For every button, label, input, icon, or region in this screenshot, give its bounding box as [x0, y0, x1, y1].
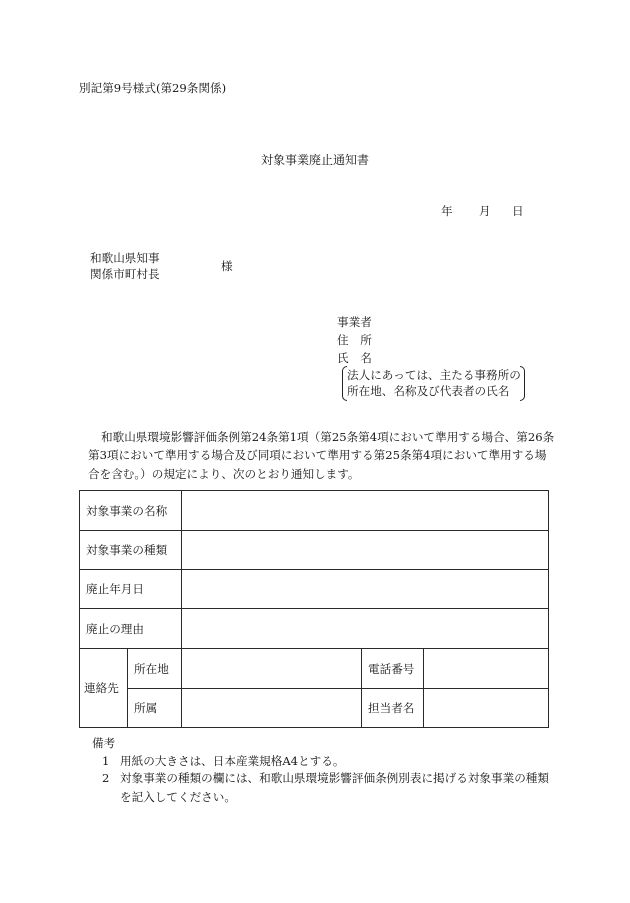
- table-row: [80, 570, 549, 609]
- note-item-2-text-line-1: 対象事業の種類の欄には、和歌山県環境影響評価条例別表に掲げる対象事業の種類: [120, 771, 549, 785]
- applicant-address-label: 住 所: [337, 333, 372, 347]
- note-item-1-number: 1: [102, 754, 110, 768]
- contact-person-cell: [424, 689, 549, 728]
- table-row: [80, 531, 549, 570]
- project-type-label: 対象事業の種類: [80, 531, 182, 570]
- abolition-reason-cell: [182, 609, 549, 649]
- addressee-governor: 和歌山県知事: [90, 251, 160, 265]
- table-row: [80, 491, 549, 531]
- date-year-label: 年: [441, 204, 453, 218]
- project-name-cell: [182, 491, 549, 531]
- abolition-reason-label: 廃止の理由: [80, 609, 182, 649]
- date-day-label: 日: [512, 204, 524, 218]
- contact-phone-cell: [424, 649, 549, 689]
- contact-address-cell: [182, 649, 362, 689]
- addressee-mayors: 関係市町村長: [90, 267, 160, 281]
- contact-address-label: 所在地: [128, 649, 182, 689]
- corporate-note-line-2: 所在地、名称及び代表者の氏名: [347, 384, 510, 398]
- body-text-line-3: 合を含む。）の規定により、次のとおり通知します。: [88, 467, 360, 481]
- contact-affiliation-cell: [182, 689, 362, 728]
- body-text-line-1: 和歌山県環境影響評価条例第24条第1項（第25条第4項において準用する場合、第26条: [101, 430, 555, 444]
- table-row: [80, 649, 549, 689]
- date-month-label: 月: [479, 204, 491, 218]
- note-item-1-text: 用紙の大きさは、日本産業規格A4とする。: [120, 754, 345, 768]
- note-item-2-text-line-2: を記入してください。: [120, 790, 236, 804]
- project-type-cell: [182, 531, 549, 570]
- applicant-label: 事業者: [337, 315, 372, 329]
- corporate-note-line-1: 法人にあっては、主たる事務所の: [347, 368, 521, 382]
- form-number: 別記第9号様式(第29条関係): [79, 81, 227, 95]
- notes-heading: 備考: [92, 736, 116, 750]
- project-name-label: 対象事業の名称: [80, 491, 182, 531]
- abolition-date-label: 廃止年月日: [80, 570, 182, 609]
- contact-person-label: 担当者名: [362, 689, 424, 728]
- applicant-name-label: 氏 名: [337, 351, 372, 365]
- addressee-honorific: 様: [221, 259, 233, 273]
- table-row: [80, 609, 549, 649]
- body-text-line-2: 第3項において準用する場合及び同項において準用する第25条第4項において準用する場: [88, 448, 547, 462]
- table-row: [80, 689, 549, 728]
- document-title: 対象事業廃止通知書: [260, 153, 369, 167]
- contact-label: 連絡先: [80, 649, 128, 728]
- abolition-date-cell: [182, 570, 549, 609]
- contact-phone-label: 電話番号: [362, 649, 424, 689]
- bracket-right: [520, 366, 525, 401]
- notification-table: [79, 490, 549, 728]
- note-item-2-number: 2: [102, 771, 110, 785]
- contact-affiliation-label: 所属: [128, 689, 182, 728]
